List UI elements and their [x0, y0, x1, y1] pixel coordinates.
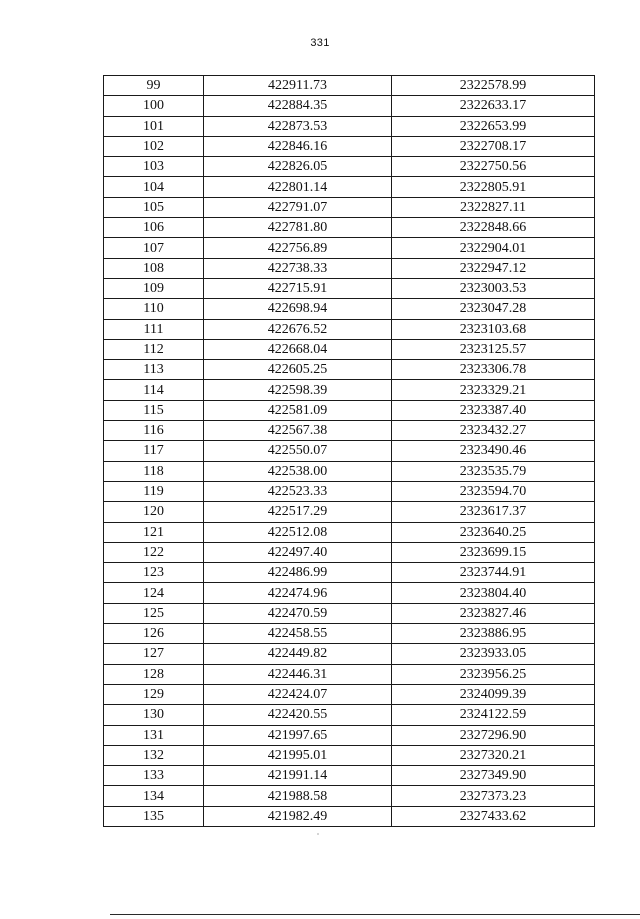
x-coordinate-cell: 422791.07 [204, 197, 392, 217]
point-number-cell: 116 [104, 421, 204, 441]
x-coordinate-cell: 422424.07 [204, 684, 392, 704]
y-coordinate-cell: 2323432.27 [392, 421, 595, 441]
table-row [104, 684, 595, 704]
table-row [104, 522, 595, 542]
y-coordinate-cell: 2322578.99 [392, 76, 595, 96]
x-coordinate-cell: 421997.65 [204, 725, 392, 745]
y-coordinate-cell: 2323535.79 [392, 461, 595, 481]
table-row [104, 339, 595, 359]
point-number-cell: 127 [104, 644, 204, 664]
point-number-cell: 123 [104, 563, 204, 583]
x-coordinate-cell: 422474.96 [204, 583, 392, 603]
y-coordinate-cell: 2322633.17 [392, 96, 595, 116]
point-number-cell: 118 [104, 461, 204, 481]
table-row [104, 177, 595, 197]
x-coordinate-cell: 422598.39 [204, 380, 392, 400]
point-number-cell: 134 [104, 786, 204, 806]
x-coordinate-cell: 421995.01 [204, 745, 392, 765]
table-row [104, 664, 595, 684]
x-coordinate-cell: 422605.25 [204, 360, 392, 380]
point-number-cell: 108 [104, 258, 204, 278]
table-row [104, 278, 595, 298]
x-coordinate-cell: 422497.40 [204, 542, 392, 562]
x-coordinate-cell: 422911.73 [204, 76, 392, 96]
point-number-cell: 124 [104, 583, 204, 603]
point-number-cell: 119 [104, 481, 204, 501]
table-row [104, 766, 595, 786]
y-coordinate-cell: 2322947.12 [392, 258, 595, 278]
y-coordinate-cell: 2327349.90 [392, 766, 595, 786]
footer-rule [110, 914, 640, 915]
point-number-cell: 125 [104, 603, 204, 623]
y-coordinate-cell: 2323329.21 [392, 380, 595, 400]
table-row [104, 319, 595, 339]
point-number-cell: 103 [104, 157, 204, 177]
table-row [104, 481, 595, 501]
y-coordinate-cell: 2323047.28 [392, 299, 595, 319]
table-row [104, 258, 595, 278]
point-number-cell: 111 [104, 319, 204, 339]
y-coordinate-cell: 2323103.68 [392, 319, 595, 339]
x-coordinate-cell: 422517.29 [204, 502, 392, 522]
coordinate-table [103, 75, 595, 827]
point-number-cell: 129 [104, 684, 204, 704]
point-number-cell: 100 [104, 96, 204, 116]
table-row [104, 136, 595, 156]
table-row [104, 441, 595, 461]
point-number-cell: 117 [104, 441, 204, 461]
y-coordinate-cell: 2322708.17 [392, 136, 595, 156]
x-coordinate-cell: 422801.14 [204, 177, 392, 197]
y-coordinate-cell: 2323617.37 [392, 502, 595, 522]
point-number-cell: 114 [104, 380, 204, 400]
x-coordinate-cell: 422512.08 [204, 522, 392, 542]
x-coordinate-cell: 422446.31 [204, 664, 392, 684]
y-coordinate-cell: 2323699.15 [392, 542, 595, 562]
table-row [104, 116, 595, 136]
y-coordinate-cell: 2323640.25 [392, 522, 595, 542]
point-number-cell: 102 [104, 136, 204, 156]
y-coordinate-cell: 2323956.25 [392, 664, 595, 684]
x-coordinate-cell: 422738.33 [204, 258, 392, 278]
y-coordinate-cell: 2323886.95 [392, 624, 595, 644]
x-coordinate-cell: 422567.38 [204, 421, 392, 441]
y-coordinate-cell: 2323744.91 [392, 563, 595, 583]
y-coordinate-cell: 2323594.70 [392, 481, 595, 501]
point-number-cell: 135 [104, 806, 204, 826]
table-row [104, 603, 595, 623]
point-number-cell: 120 [104, 502, 204, 522]
table-row [104, 197, 595, 217]
table-row [104, 542, 595, 562]
point-number-cell: 99 [104, 76, 204, 96]
table-row [104, 624, 595, 644]
x-coordinate-cell: 422550.07 [204, 441, 392, 461]
table-row [104, 96, 595, 116]
x-coordinate-cell: 422486.99 [204, 563, 392, 583]
y-coordinate-cell: 2323003.53 [392, 278, 595, 298]
y-coordinate-cell: 2322805.91 [392, 177, 595, 197]
x-coordinate-cell: 422873.53 [204, 116, 392, 136]
y-coordinate-cell: 2323306.78 [392, 360, 595, 380]
x-coordinate-cell: 422449.82 [204, 644, 392, 664]
point-number-cell: 121 [104, 522, 204, 542]
point-number-cell: 107 [104, 238, 204, 258]
point-number-cell: 122 [104, 542, 204, 562]
table-row [104, 745, 595, 765]
table-row [104, 421, 595, 441]
point-number-cell: 130 [104, 705, 204, 725]
x-coordinate-cell: 421991.14 [204, 766, 392, 786]
point-number-cell: 133 [104, 766, 204, 786]
table-row [104, 583, 595, 603]
table-row [104, 644, 595, 664]
point-number-cell: 112 [104, 339, 204, 359]
x-coordinate-cell: 422420.55 [204, 705, 392, 725]
table-row [104, 400, 595, 420]
y-coordinate-cell: 2322904.01 [392, 238, 595, 258]
point-number-cell: 128 [104, 664, 204, 684]
point-number-cell: 101 [104, 116, 204, 136]
point-number-cell: 110 [104, 299, 204, 319]
y-coordinate-cell: 2324122.59 [392, 705, 595, 725]
x-coordinate-cell: 422470.59 [204, 603, 392, 623]
page-number: 331 [310, 37, 330, 49]
table-row [104, 76, 595, 96]
y-coordinate-cell: 2324099.39 [392, 684, 595, 704]
point-number-cell: 131 [104, 725, 204, 745]
table-row [104, 502, 595, 522]
x-coordinate-cell: 422458.55 [204, 624, 392, 644]
table-row [104, 705, 595, 725]
table-row [104, 299, 595, 319]
coordinate-table-body [104, 76, 595, 827]
y-coordinate-cell: 2327296.90 [392, 725, 595, 745]
table-row [104, 563, 595, 583]
x-coordinate-cell: 422826.05 [204, 157, 392, 177]
point-number-cell: 126 [104, 624, 204, 644]
table-row [104, 461, 595, 481]
table-row [104, 218, 595, 238]
point-number-cell: 104 [104, 177, 204, 197]
y-coordinate-cell: 2327433.62 [392, 806, 595, 826]
point-number-cell: 113 [104, 360, 204, 380]
y-coordinate-cell: 2323827.46 [392, 603, 595, 623]
y-coordinate-cell: 2323933.05 [392, 644, 595, 664]
y-coordinate-cell: 2323125.57 [392, 339, 595, 359]
point-number-cell: 106 [104, 218, 204, 238]
table-row [104, 725, 595, 745]
y-coordinate-cell: 2323387.40 [392, 400, 595, 420]
point-number-cell: 115 [104, 400, 204, 420]
point-number-cell: 132 [104, 745, 204, 765]
y-coordinate-cell: 2323804.40 [392, 583, 595, 603]
table-row [104, 360, 595, 380]
scan-speck [317, 833, 319, 835]
x-coordinate-cell: 421988.58 [204, 786, 392, 806]
y-coordinate-cell: 2322653.99 [392, 116, 595, 136]
table-row [104, 238, 595, 258]
x-coordinate-cell: 422781.80 [204, 218, 392, 238]
y-coordinate-cell: 2327320.21 [392, 745, 595, 765]
y-coordinate-cell: 2327373.23 [392, 786, 595, 806]
point-number-cell: 105 [104, 197, 204, 217]
table-row [104, 786, 595, 806]
x-coordinate-cell: 422538.00 [204, 461, 392, 481]
x-coordinate-cell: 422698.94 [204, 299, 392, 319]
x-coordinate-cell: 422581.09 [204, 400, 392, 420]
x-coordinate-cell: 422884.35 [204, 96, 392, 116]
y-coordinate-cell: 2322848.66 [392, 218, 595, 238]
x-coordinate-cell: 421982.49 [204, 806, 392, 826]
table-row [104, 806, 595, 826]
x-coordinate-cell: 422523.33 [204, 481, 392, 501]
x-coordinate-cell: 422676.52 [204, 319, 392, 339]
x-coordinate-cell: 422715.91 [204, 278, 392, 298]
point-number-cell: 109 [104, 278, 204, 298]
y-coordinate-cell: 2322750.56 [392, 157, 595, 177]
y-coordinate-cell: 2323490.46 [392, 441, 595, 461]
y-coordinate-cell: 2322827.11 [392, 197, 595, 217]
table-row [104, 380, 595, 400]
table-row [104, 157, 595, 177]
x-coordinate-cell: 422846.16 [204, 136, 392, 156]
x-coordinate-cell: 422668.04 [204, 339, 392, 359]
x-coordinate-cell: 422756.89 [204, 238, 392, 258]
